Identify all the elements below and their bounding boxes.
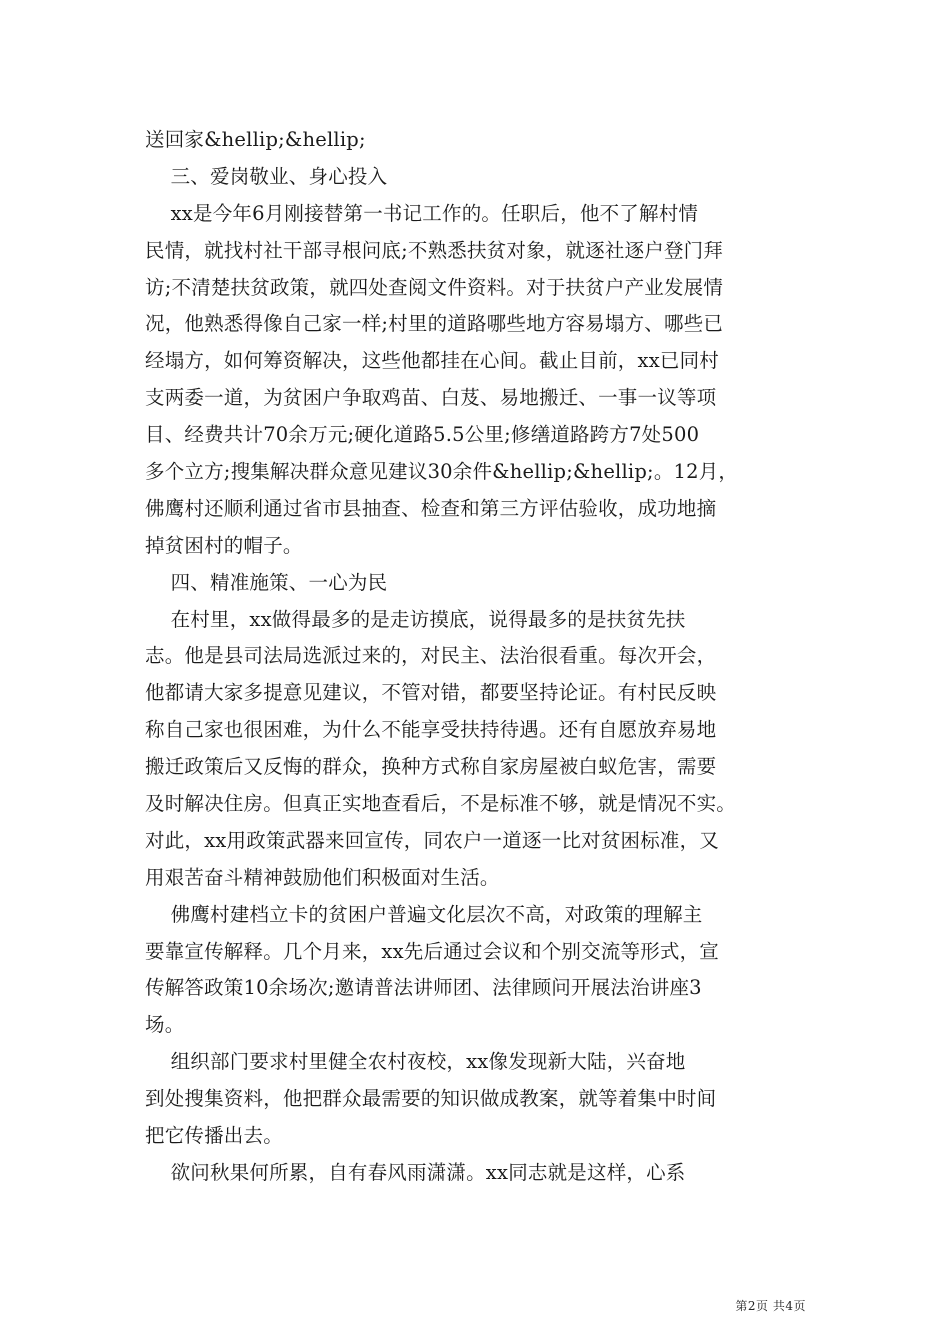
- text-line: 访;不清楚扶贫政策，就四处查阅文件资料。对于扶贫户产业发展情: [145, 275, 724, 299]
- text-line: 传解答政策10余场次;邀请普法讲师团、法律顾问开展法治讲座3: [145, 976, 702, 1000]
- text-line: 民情，就找村社干部寻根问底;不熟悉扶贫对象，就逐社逐户登门拜: [145, 238, 724, 262]
- text-line: 支两委一道，为贫困户争取鸡苗、白芨、易地搬迁、一事一议等项: [145, 386, 717, 410]
- text-line: 送回家&hellip;&hellip;: [145, 128, 366, 151]
- text-line: 在村里，xx做得最多的是走访摸底，说得最多的是扶贫先扶: [145, 607, 686, 631]
- text-line: 多个立方;搜集解决群众意见建议30余件&hellip;&hellip;。12月，: [145, 460, 739, 484]
- text-line: 况，他熟悉得像自己家一样;村里的道路哪些地方容易塌方、哪些已: [145, 312, 724, 336]
- text-line: 称自己家也很困难，为什么不能享受扶持待遇。还有自愿放弃易地: [145, 718, 717, 742]
- text-line: 佛鹰村建档立卡的贫困户普遍文化层次不高，对政策的理解主: [145, 902, 703, 926]
- text-line: 欲问秋果何所累，自有春风雨潇潇。xx同志就是这样，心系: [145, 1160, 686, 1184]
- text-line: 把它传播出去。: [145, 1124, 283, 1148]
- text-line: 掉贫困村的帽子。: [145, 533, 303, 557]
- text-line: 对此，xx用政策武器来回宣传，同农户一道逐一比对贫困标准，又: [145, 828, 719, 852]
- text-line: 到处搜集资料，他把群众最需要的知识做成教案，就等着集中时间: [145, 1087, 717, 1111]
- text-line: 用艰苦奋斗精神鼓励他们积极面对生活。: [145, 865, 500, 889]
- text-line: 目、经费共计70余万元;硬化道路5.5公里;修缮道路跨方7处500: [145, 423, 700, 447]
- text-line: 经塌方，如何筹资解决，这些他都挂在心间。截止目前，xx已同村: [145, 349, 719, 373]
- text-line: 他都请大家多提意见建议，不管对错，都要坚持论证。有村民反映: [145, 681, 717, 705]
- text-line: 要靠宣传解释。几个月来，xx先后通过会议和个别交流等形式，宣: [145, 939, 719, 963]
- text-line: 场。: [145, 1013, 185, 1037]
- text-line: 志。他是县司法局选派过来的，对民主、法治很看重。每次开会，: [145, 644, 717, 668]
- text-line: xx是今年6月刚接替第一书记工作的。任职后，他不了解村情: [145, 201, 699, 225]
- text-line: 佛鹰村还顺利通过省市县抽查、检查和第三方评估验收，成功地摘: [145, 496, 717, 520]
- text-line: 及时解决住房。但真正实地查看后，不是标准不够，就是情况不实。: [145, 792, 737, 816]
- page-number-footer: 第2页 共4页: [735, 1299, 806, 1313]
- text-line: 搬迁政策后又反悔的群众，换种方式称自家房屋被白蚁危害，需要: [145, 755, 717, 779]
- text-line: 三、爱岗敬业、身心投入: [145, 164, 388, 188]
- document-body: [145, 122, 810, 1192]
- text-line: 四、精准施策、一心为民: [145, 570, 388, 594]
- text-line: 组织部门要求村里健全农村夜校，xx像发现新大陆，兴奋地: [145, 1050, 686, 1074]
